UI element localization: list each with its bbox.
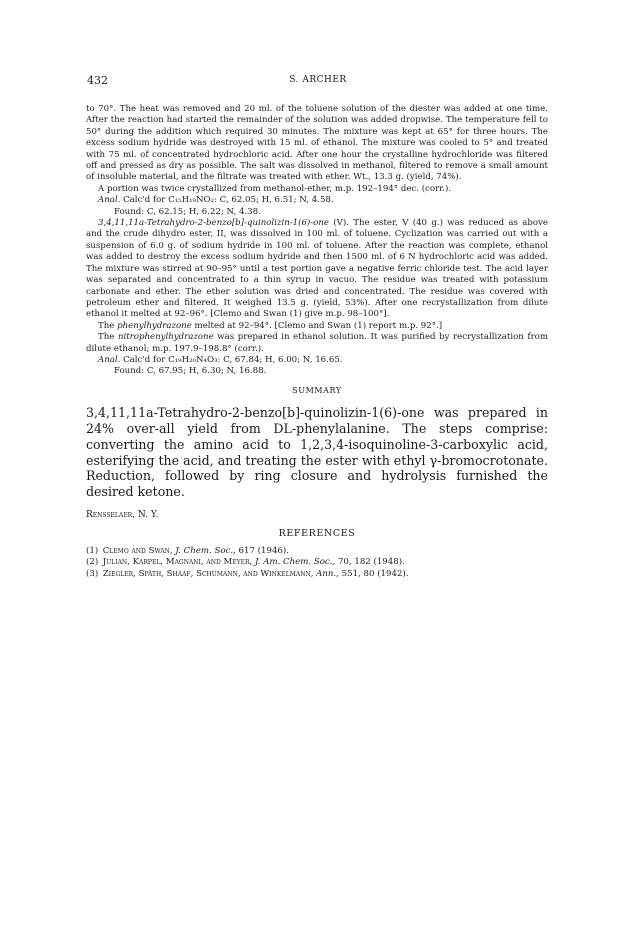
paragraph-tetrahydro: 3,4,11,11a-Tetrahydro-2-benzo[b]-quinolizin-1(6)-one (V). The ester, V (40 g.) was reduced as above and the crude dihydro ester, II, was dissolved in 100 ml. of toluene. Cyclization was carried out with a suspension of 6.0 g. of sodium hydride in 100 ml. of toluene. After the reaction was complete, ethanol was added to destroy the excess sodium hydride and then 1500 ml. of 6 N hydrochloric acid was added. The mixture was stirred at 90–95° until a test portion gave a negative ferric chloride test. The acid layer was separated and concentrated to a thin syrup in vacuo. The residue was treated with potassium carbonate and ether. The ether solution was dried and concentrated. The residue was covered with petroleum ether and filtered. It weighed 13.5 g. (yield, 53%). After one recrystallization from dilute ethanol it melted at 92–96°. [Clemo and Swan (1) give m.p. 98–100°]. <box>86 218 548 320</box>
analysis-calculated-2: Anal. Calc'd for C₁₉H₂₀N₄O₃: C, 67.84; H, 6.00; N, 16.65. <box>98 354 343 365</box>
reference-item: (2) Julian, Karpel, Magnani, and Meyer, J. Am. Chem. Soc., 70, 182 (1948). <box>86 557 405 568</box>
summary-text: 3,4,11,11a-Tetrahydro-2-benzo[b]-quinolizin-1(6)-one was prepared in 24% over-all yield from DL-phenylalanine. The steps comprise: converting the amino acid to 1,2,3,4-isoquinoline-3-carboxylic acid, esterifying the acid, and treating the ester with ethyl γ-bromocrotonate. Reduction, followed by ring closure and hydrolysis furnished the desired ketone. <box>86 405 548 500</box>
summary-heading: SUMMARY <box>292 385 342 395</box>
running-header <box>87 74 549 90</box>
references-heading: REFERENCES <box>278 528 356 540</box>
analysis-calculated-1: Anal. Calc'd for C₁₅H₁₉NO₂: C, 62.05; H, 6.51; N, 4.58. <box>98 195 334 206</box>
paragraph-crystallization: A portion was twice crystallized from methanol-ether, m.p. 192–194° dec. (corr.). <box>98 183 452 194</box>
reference-item: (1) Clemo and Swan, J. Chem. Soc., 617 (1946). <box>86 545 289 556</box>
reference-item: (3) Ziegler, Späth, Shaaf, Schumann, and Winkelmann, Ann., 551, 80 (1942). <box>86 568 409 579</box>
author-location: Rensselaer, N. Y. <box>86 509 159 520</box>
running-author: S. ARCHER <box>289 75 347 85</box>
compound-title: 3,4,11,11a-Tetrahydro-2-benzo[b]-quinolizin-1(6)-one <box>98 218 329 229</box>
analysis-found-1: Found: C, 62.15; H, 6.22; N, 4.38. <box>114 206 261 217</box>
page-number: 432 <box>87 74 108 87</box>
article-body <box>86 104 548 580</box>
paragraph-nitrophenylhydrazone: The nitrophenylhydrazone was prepared in ethanol solution. It was purified by recrystallization from dilute ethanol; m.p. 197.9–198.8° (corr.). <box>86 332 548 354</box>
paragraph-phenylhydrazone: The phenylhydrazone melted at 92–94°. [Clemo and Swan (1) report m.p. 92°.] <box>98 320 443 331</box>
references-list <box>86 546 548 580</box>
paragraph-procedure: to 70°. The heat was removed and 20 ml. of the toluene solution of the diester was added at one time. After the reaction had started the remainder of the solution was added dropwise. The temperature fell to 50° during the addition which required 30 minutes. The mixture was kept at 65° for three hours. The excess sodium hydride was destroyed with 15 ml. of ethanol. The mixture was cooled to 5° and treated with 75 ml. of concentrated hydrochloric acid. After one hour the crystalline hydrochloride was filtered off and pressed as dry as possible. The salt was dissolved in methanol, filtered to remove a small amount of insoluble material, and the filtrate was treated with ether. Wt., 13.3 g. (yield, 74%). <box>86 104 548 183</box>
anal-label: Anal. <box>98 195 121 206</box>
analysis-found-2: Found: C, 67.95; H, 6.30; N, 16.88. <box>114 366 267 377</box>
